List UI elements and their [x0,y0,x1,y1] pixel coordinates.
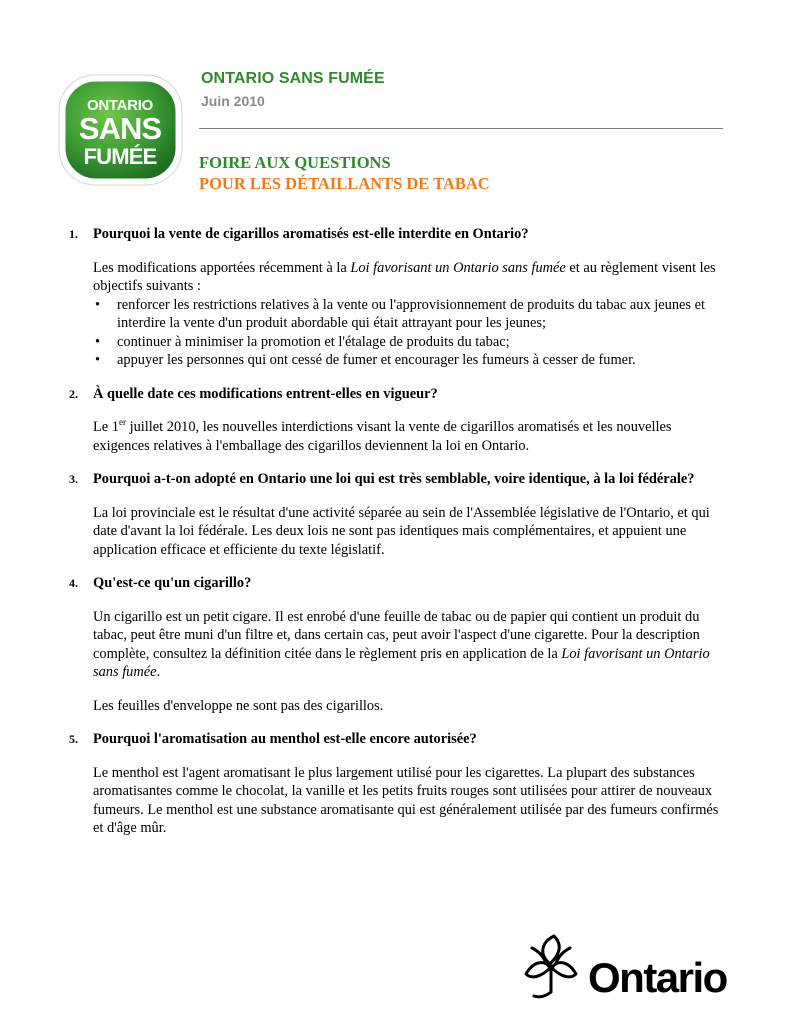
question-number: 1. [69,227,78,241]
question-number: 3. [69,472,78,486]
question-4 [69,574,729,593]
answer-1 [69,259,729,296]
question-text: Pourquoi l'aromatisation au menthol est-elle encore autorisée? [93,731,477,747]
logo-line-2: SANS [78,111,162,146]
answer-text: Le 1 [93,419,119,435]
answer-text [93,418,729,455]
ontario-sans-fumee-logo [58,74,183,186]
answer-intro [93,259,729,296]
question-text: Qu'est-ce qu'un cigarillo? [93,575,252,591]
bullet-icon: • [95,333,101,350]
header-divider [199,128,723,129]
question-text: À quelle date ces modifications entrent-elles en vigueur? [93,385,438,402]
faq-subtitle: POUR LES DÉTAILLANTS DE TABAC [199,174,490,193]
question-2 [69,385,729,404]
logo-line-1: ONTARIO [87,97,153,114]
header-title: ONTARIO SANS FUMÉE [201,70,385,87]
list-item [93,333,729,352]
answer-4-note [69,697,729,716]
answer-text [93,608,729,682]
law-name: Loi favorisant un Ontario sans fumée [350,259,566,276]
answer-text: . [156,664,161,680]
bullet-icon: • [95,352,101,368]
answer-text: juillet 2010, les nouvelles interdictions visant la vente de cigarillos aromatisés et les nouvelles exigences relatives à l'emballage des cigarillos deviennent la loi en Ontario. [93,419,672,454]
logo-line-3: FUMÉE [83,144,157,169]
question-text: Pourquoi la vente de cigarillos aromatisés est-elle interdite en Ontario? [93,226,529,242]
faq-title: FOIRE AUX QUESTIONS [199,153,391,172]
answer-text: et au règlement visent les objectifs suivants : [93,259,716,294]
ontario-wordmark: Ontario [588,954,727,1001]
ordinal-suffix: er [118,417,126,427]
list-item [93,351,729,370]
question-number: 4. [69,576,78,590]
objectives-list [69,296,729,370]
question-3 [69,470,729,489]
question-number: 5. [69,732,78,746]
bullet-icon: • [95,296,101,313]
answer-4 [69,608,729,682]
list-item [93,296,729,333]
question-number: 2. [69,386,78,401]
answer-text: Le menthol est l'agent aromatisant le plus largement utilisé pour les cigarettes. La plupart des substances aromatisantes comme le chocolat, la vanille et les petits fruits rouges sont utilisées pour attirer de nouveaux fumeurs. Le menthol est une substance aromatisante qui est généralement utilisée par des fumeurs confirmés et d'âge mûr. [93,764,719,836]
answer-text: Un cigarillo est un petit cigare. Il est enrobé d'une feuille de tabac ou de papier qui contient un produit du tabac, peut être muni d'un filtre et, dans certain cas, peut avoir l'aspect d'une cigarette. Pour la description complète, consultez la définition citée dans le règlement pris en application de la [93,608,700,662]
answer-2 [69,418,729,455]
question-5 [69,730,729,749]
law-name: Loi favorisant un Ontario sans fumée [93,645,710,680]
question-1 [69,225,729,244]
question-text: Pourquoi a-t-on adopté en Ontario une loi qui est très semblable, voire identique, à la loi fédérale? [93,471,695,487]
answer-text: Les feuilles d'enveloppe ne sont pas des cigarillos. [93,697,384,714]
answer-5 [69,764,729,838]
list-item-text: appuyer les personnes qui ont cessé de fumer et encourager les fumeurs à cesser de fumer. [117,352,636,368]
list-item-text: continuer à minimiser la promotion et l'étalage de produits du tabac; [117,333,510,350]
faq-content [69,225,729,838]
list-item-text: renforcer les restrictions relatives à la vente ou l'approvisionnement de produits du tabac aux jeunes et interdire la vente d'un produit abordable qui était attrayant pour les jeunes; [117,296,706,331]
answer-text: Les modifications apportées récemment à la [93,259,351,276]
answer-3 [69,504,729,560]
answer-text: La loi provinciale est le résultat d'une activité séparée au sein de l'Assemblée législative de l'Ontario, et qui date d'avant la loi fédérale. Les deux lois ne sont pas identiques mais complémentaires, et appuient une application efficace et efficiente du texte législatif. [93,504,710,558]
header-date: Juin 2010 [201,93,265,109]
